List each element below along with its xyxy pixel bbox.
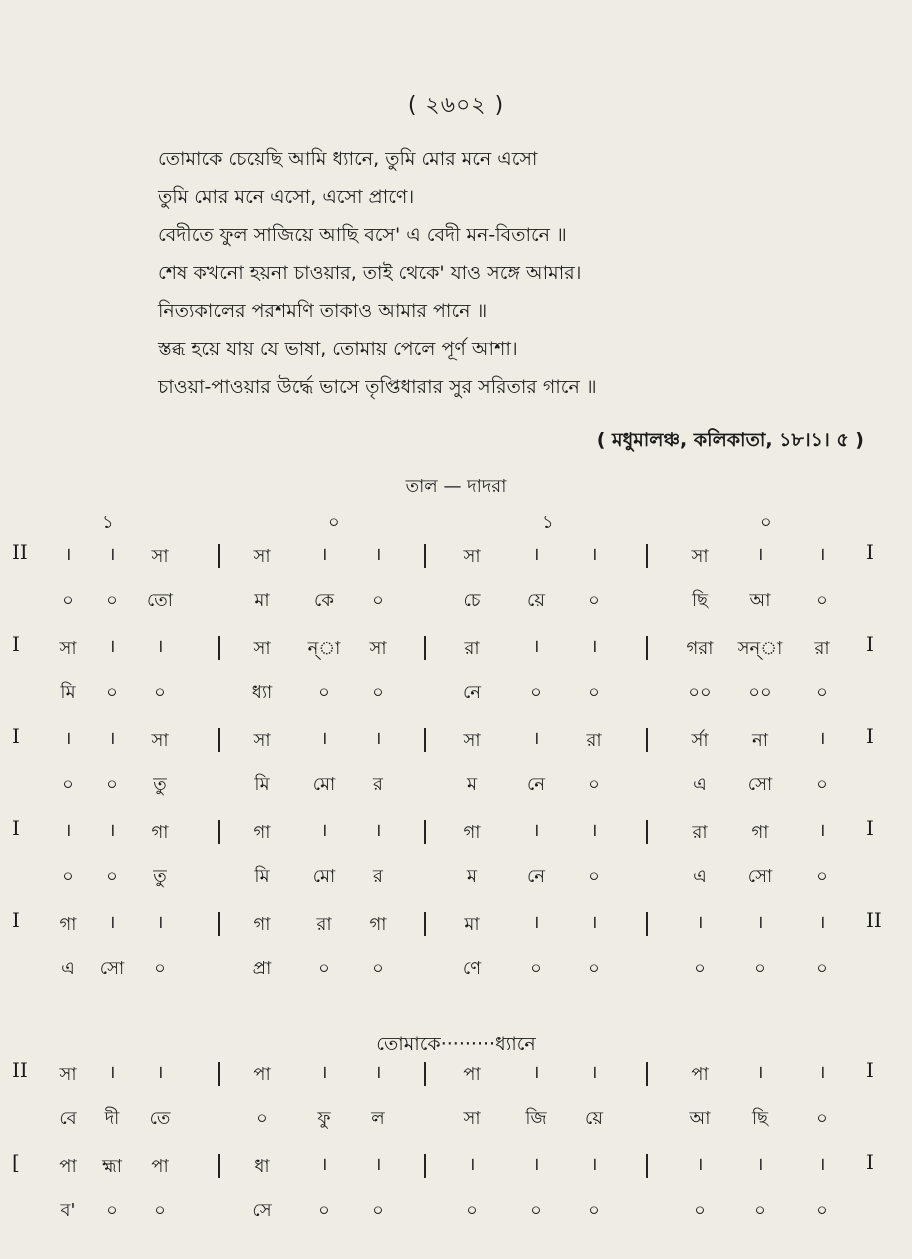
lyric-syllable: কে (314, 590, 334, 611)
swara-note: । (374, 728, 382, 749)
lyric-syllable: ০ (256, 1108, 268, 1129)
swara-note: । (64, 544, 72, 565)
lyric-syllable: মো (312, 774, 336, 795)
lyric-syllable: সো (747, 866, 773, 887)
swara-note: পা (463, 1064, 481, 1085)
lyric-syllable: আ (749, 590, 771, 611)
lyric-syllable: এ (693, 866, 707, 887)
swara-note: সা (151, 546, 169, 567)
interlude-line: তোমাকে·········ধ্যানে (376, 1033, 536, 1055)
bar-line (646, 636, 648, 660)
lyric-syllable: তে (149, 1108, 171, 1129)
notation-row (0, 1150, 912, 1242)
bar-line (646, 912, 648, 936)
lyric-syllable: ল (371, 1108, 385, 1129)
swara-note: । (156, 636, 164, 657)
swara-note: রা (586, 730, 602, 751)
swara-note: ন্‌া (307, 638, 341, 659)
lyric-syllable: সা (463, 1108, 481, 1129)
lyric-syllable: ০ (588, 958, 600, 979)
swara-note: । (818, 912, 826, 933)
swara-note: গা (59, 914, 77, 935)
tala-mark: ১ (542, 512, 554, 533)
swara-note: র্সা (691, 730, 709, 751)
swara-note: । (108, 820, 116, 841)
lyric-syllable: ম (467, 774, 477, 795)
lyric-syllable: মা (254, 590, 270, 611)
poem-line: শেষ কখনো হয়না চাওয়ার, তাই থেকে' যাও সঙ্গে আমার। (158, 262, 582, 284)
swara-note: । (374, 1062, 382, 1083)
lyric-syllable: ০ (466, 1200, 478, 1221)
lyric-syllable: ০ (318, 1200, 330, 1221)
lyric-syllable: তু (153, 774, 167, 795)
row-start-mark: I (12, 816, 20, 840)
lyric-syllable: ০ (754, 958, 766, 979)
swara-note: রা (464, 638, 480, 659)
swara-note: সন্‌া (737, 638, 783, 659)
swara-note: । (320, 820, 328, 841)
lyric-syllable: মো (312, 866, 336, 887)
bar-line (218, 820, 220, 844)
swara-note: গা (253, 914, 271, 935)
lyric-syllable: ব' (60, 1200, 76, 1221)
swara-note: পা (253, 1064, 271, 1085)
lyric-syllable: ০০ (748, 682, 772, 703)
lyric-syllable: চে (463, 590, 481, 611)
swara-note: । (320, 1154, 328, 1175)
bar-line (424, 1154, 426, 1178)
lyric-syllable: ০ (106, 590, 118, 611)
lyric-syllable: ধ্যা (251, 682, 273, 703)
lyric-syllable: প্রা (252, 958, 272, 979)
bar-line (424, 728, 426, 752)
swara-note: । (818, 1062, 826, 1083)
swara-note: । (108, 912, 116, 933)
row-end-mark: II (866, 908, 882, 932)
notation-row (0, 816, 912, 908)
swara-note: । (468, 1154, 476, 1175)
swara-note: । (156, 1062, 164, 1083)
lyric-syllable: তু (153, 866, 167, 887)
swara-note: । (108, 1062, 116, 1083)
lyric-syllable: মি (254, 866, 270, 887)
bar-line (646, 1062, 648, 1086)
swara-note: । (108, 544, 116, 565)
lyric-syllable: সো (99, 958, 125, 979)
swara-note: সা (253, 638, 271, 659)
notation-row (0, 1058, 912, 1150)
lyric-syllable: নে (526, 866, 546, 887)
swara-note: । (590, 912, 598, 933)
row-end-mark: I (866, 724, 874, 748)
lyric-syllable: ছি (691, 590, 709, 611)
lyric-syllable: ০০ (688, 682, 712, 703)
lyric-syllable: ০ (530, 682, 542, 703)
row-start-mark: I (12, 632, 20, 656)
row-start-mark: II (12, 1058, 28, 1082)
lyric-syllable: ০ (816, 682, 828, 703)
bar-line (218, 728, 220, 752)
bar-line (646, 728, 648, 752)
swara-note: । (756, 1154, 764, 1175)
row-end-mark: I (866, 540, 874, 564)
poem-line: তুমি মোর মনে এসো, এসো প্রাণে। (158, 186, 415, 208)
bar-line (424, 820, 426, 844)
bar-line (218, 1154, 220, 1178)
page-number: ( ২৬০২ ) (407, 93, 505, 118)
swara-note: । (532, 1062, 540, 1083)
tala-marks (0, 508, 912, 536)
lyric-syllable: সো (747, 774, 773, 795)
swara-note: । (818, 728, 826, 749)
lyric-syllable: ০ (588, 866, 600, 887)
lyric-syllable: ০ (372, 682, 384, 703)
poem-block (158, 140, 878, 406)
lyric-syllable: য়ে (527, 590, 545, 611)
swara-note: । (64, 728, 72, 749)
swara-note: । (590, 544, 598, 565)
lyric-syllable: ০ (816, 1108, 828, 1129)
swara-note: । (532, 1154, 540, 1175)
lyric-syllable: তো (146, 590, 174, 611)
swara-note: । (590, 820, 598, 841)
lyric-syllable: র (373, 774, 383, 795)
lyric-syllable: নে (462, 682, 482, 703)
lyric-syllable: এ (61, 958, 75, 979)
swara-note: । (590, 1062, 598, 1083)
swara-note: । (756, 912, 764, 933)
swara-note: । (818, 1154, 826, 1175)
poem-line: চাওয়া-পাওয়ার উর্দ্ধে ভাসে তৃপ্তিধারার সুর সরিতার গানে ॥ (158, 376, 597, 398)
lyric-syllable: ০ (372, 958, 384, 979)
lyric-syllable: ০ (62, 866, 74, 887)
lyric-syllable: মি (254, 774, 270, 795)
swara-note: সা (463, 730, 481, 751)
lyric-syllable: সে (252, 1200, 272, 1221)
lyric-syllable: ০ (588, 590, 600, 611)
lyric-syllable: আ (689, 1108, 711, 1129)
swara-note: সা (691, 546, 709, 567)
lyric-syllable: ০ (816, 1200, 828, 1221)
swara-note: সা (463, 546, 481, 567)
swara-note: হ্মা (102, 1156, 122, 1177)
bar-line (218, 544, 220, 568)
lyric-syllable: জি (525, 1108, 547, 1129)
swara-note: সা (151, 730, 169, 751)
bar-line (424, 1062, 426, 1086)
swara-note: । (590, 1154, 598, 1175)
swara-note: রা (316, 914, 332, 935)
lyric-syllable: মি (60, 682, 76, 703)
swara-note: । (320, 544, 328, 565)
lyric-syllable: ০ (62, 774, 74, 795)
swara-note: রা (814, 638, 830, 659)
tala-title: তাল — দাদরা (405, 476, 507, 497)
swara-note: । (108, 728, 116, 749)
lyric-syllable: ০ (318, 682, 330, 703)
bar-line (218, 636, 220, 660)
swara-note: পা (151, 1156, 169, 1177)
swara-note: না (752, 730, 768, 751)
bar-line (646, 1154, 648, 1178)
lyric-syllable: ম (467, 866, 477, 887)
swara-note: । (532, 728, 540, 749)
swara-note: । (696, 912, 704, 933)
swara-note: । (818, 544, 826, 565)
swara-note: । (108, 636, 116, 657)
lyric-syllable: ০ (154, 1200, 166, 1221)
swara-note: পা (59, 1156, 77, 1177)
lyric-syllable: দী (104, 1108, 120, 1129)
lyric-syllable: ০ (530, 1200, 542, 1221)
lyric-syllable: ণে (462, 958, 482, 979)
swara-note: গা (369, 914, 387, 935)
swara-note: গা (253, 822, 271, 843)
lyric-syllable: ০ (816, 866, 828, 887)
tala-mark: ০ (760, 512, 772, 533)
lyric-syllable: য়ে (585, 1108, 603, 1129)
bar-line (646, 820, 648, 844)
lyric-syllable: ০ (106, 1200, 118, 1221)
lyric-syllable: ০ (588, 1200, 600, 1221)
swara-note: । (756, 544, 764, 565)
swara-note: । (374, 820, 382, 841)
swara-note: । (374, 544, 382, 565)
swara-note: সা (369, 638, 387, 659)
row-end-mark: I (866, 816, 874, 840)
lyric-syllable: ০ (372, 590, 384, 611)
lyric-syllable: ০ (694, 1200, 706, 1221)
swara-note: । (374, 1154, 382, 1175)
lyric-syllable: ০ (372, 1200, 384, 1221)
row-start-mark: [ (12, 1150, 20, 1174)
swara-note: । (64, 820, 72, 841)
notation-row (0, 908, 912, 1000)
swara-note: । (532, 912, 540, 933)
swara-note: । (320, 728, 328, 749)
swara-note: । (590, 636, 598, 657)
swara-note: গা (463, 822, 481, 843)
swara-note: । (756, 1062, 764, 1083)
lyric-syllable: ০ (154, 958, 166, 979)
poem-line: নিত্যকালের পরশমণি তাকাও আমার পানে ॥ (158, 300, 488, 322)
row-end-mark: I (866, 632, 874, 656)
lyric-syllable: ০ (318, 958, 330, 979)
swara-note: পা (691, 1064, 709, 1085)
bar-line (218, 912, 220, 936)
lyric-syllable: ফু (317, 1108, 331, 1129)
lyric-syllable: ০ (694, 958, 706, 979)
swara-note: মা (464, 914, 480, 935)
lyric-syllable: ০ (106, 866, 118, 887)
poem-line: স্তব্ধ হয়ে যায় যে ভাষা, তোমায় পেলে পূর্ণ আশা। (158, 338, 518, 360)
bar-line (218, 1062, 220, 1086)
swara-note: । (532, 636, 540, 657)
lyric-syllable: ০ (816, 774, 828, 795)
swara-note: গরা (686, 638, 714, 659)
tala-mark: ১ (102, 512, 114, 533)
lyric-syllable: ০ (816, 590, 828, 611)
swara-note: । (156, 912, 164, 933)
swara-note: রা (692, 822, 708, 843)
swara-note: সা (59, 638, 77, 659)
lyric-syllable: ০ (754, 1200, 766, 1221)
lyric-syllable: র (373, 866, 383, 887)
lyric-syllable: বে (59, 1108, 77, 1129)
row-start-mark: II (12, 540, 28, 564)
poem-line: বেদীতে ফুল সাজিয়ে আছি বসে' এ বেদী মন-বিতানে ॥ (158, 224, 567, 246)
bar-line (424, 636, 426, 660)
swara-note: । (532, 544, 540, 565)
row-end-mark: I (866, 1058, 874, 1082)
notation-row (0, 540, 912, 632)
lyric-syllable: এ (693, 774, 707, 795)
tala-mark: ০ (328, 512, 340, 533)
bar-line (424, 912, 426, 936)
swara-note: । (532, 820, 540, 841)
bar-line (424, 544, 426, 568)
source-citation: ( মধুমালঞ্চ, কলিকাতা, ১৮।১। ৫ ) (596, 429, 864, 451)
swara-note: । (818, 820, 826, 841)
poem-line: তোমাকে চেয়েছি আমি ধ্যানে, তুমি মোর মনে এসো (158, 148, 538, 170)
bar-line (646, 544, 648, 568)
notation-row (0, 632, 912, 724)
swara-note: গা (151, 822, 169, 843)
lyric-syllable: ০ (816, 958, 828, 979)
lyric-syllable: ০ (106, 774, 118, 795)
lyric-syllable: ০ (530, 958, 542, 979)
swara-note: । (696, 1154, 704, 1175)
notation-row (0, 724, 912, 816)
swara-note: সা (253, 730, 271, 751)
swara-note: ধা (254, 1156, 270, 1177)
row-start-mark: I (12, 908, 20, 932)
swara-note: সা (59, 1064, 77, 1085)
lyric-syllable: ০ (588, 682, 600, 703)
lyric-syllable: ০ (62, 590, 74, 611)
lyric-syllable: নে (526, 774, 546, 795)
swara-note: গা (751, 822, 769, 843)
lyric-syllable: ছি (751, 1108, 769, 1129)
lyric-syllable: ০ (588, 774, 600, 795)
lyric-syllable: ০ (154, 682, 166, 703)
swara-note: সা (253, 546, 271, 567)
swara-note: । (320, 1062, 328, 1083)
lyric-syllable: ০ (106, 682, 118, 703)
row-start-mark: I (12, 724, 20, 748)
row-end-mark: I (866, 1150, 874, 1174)
